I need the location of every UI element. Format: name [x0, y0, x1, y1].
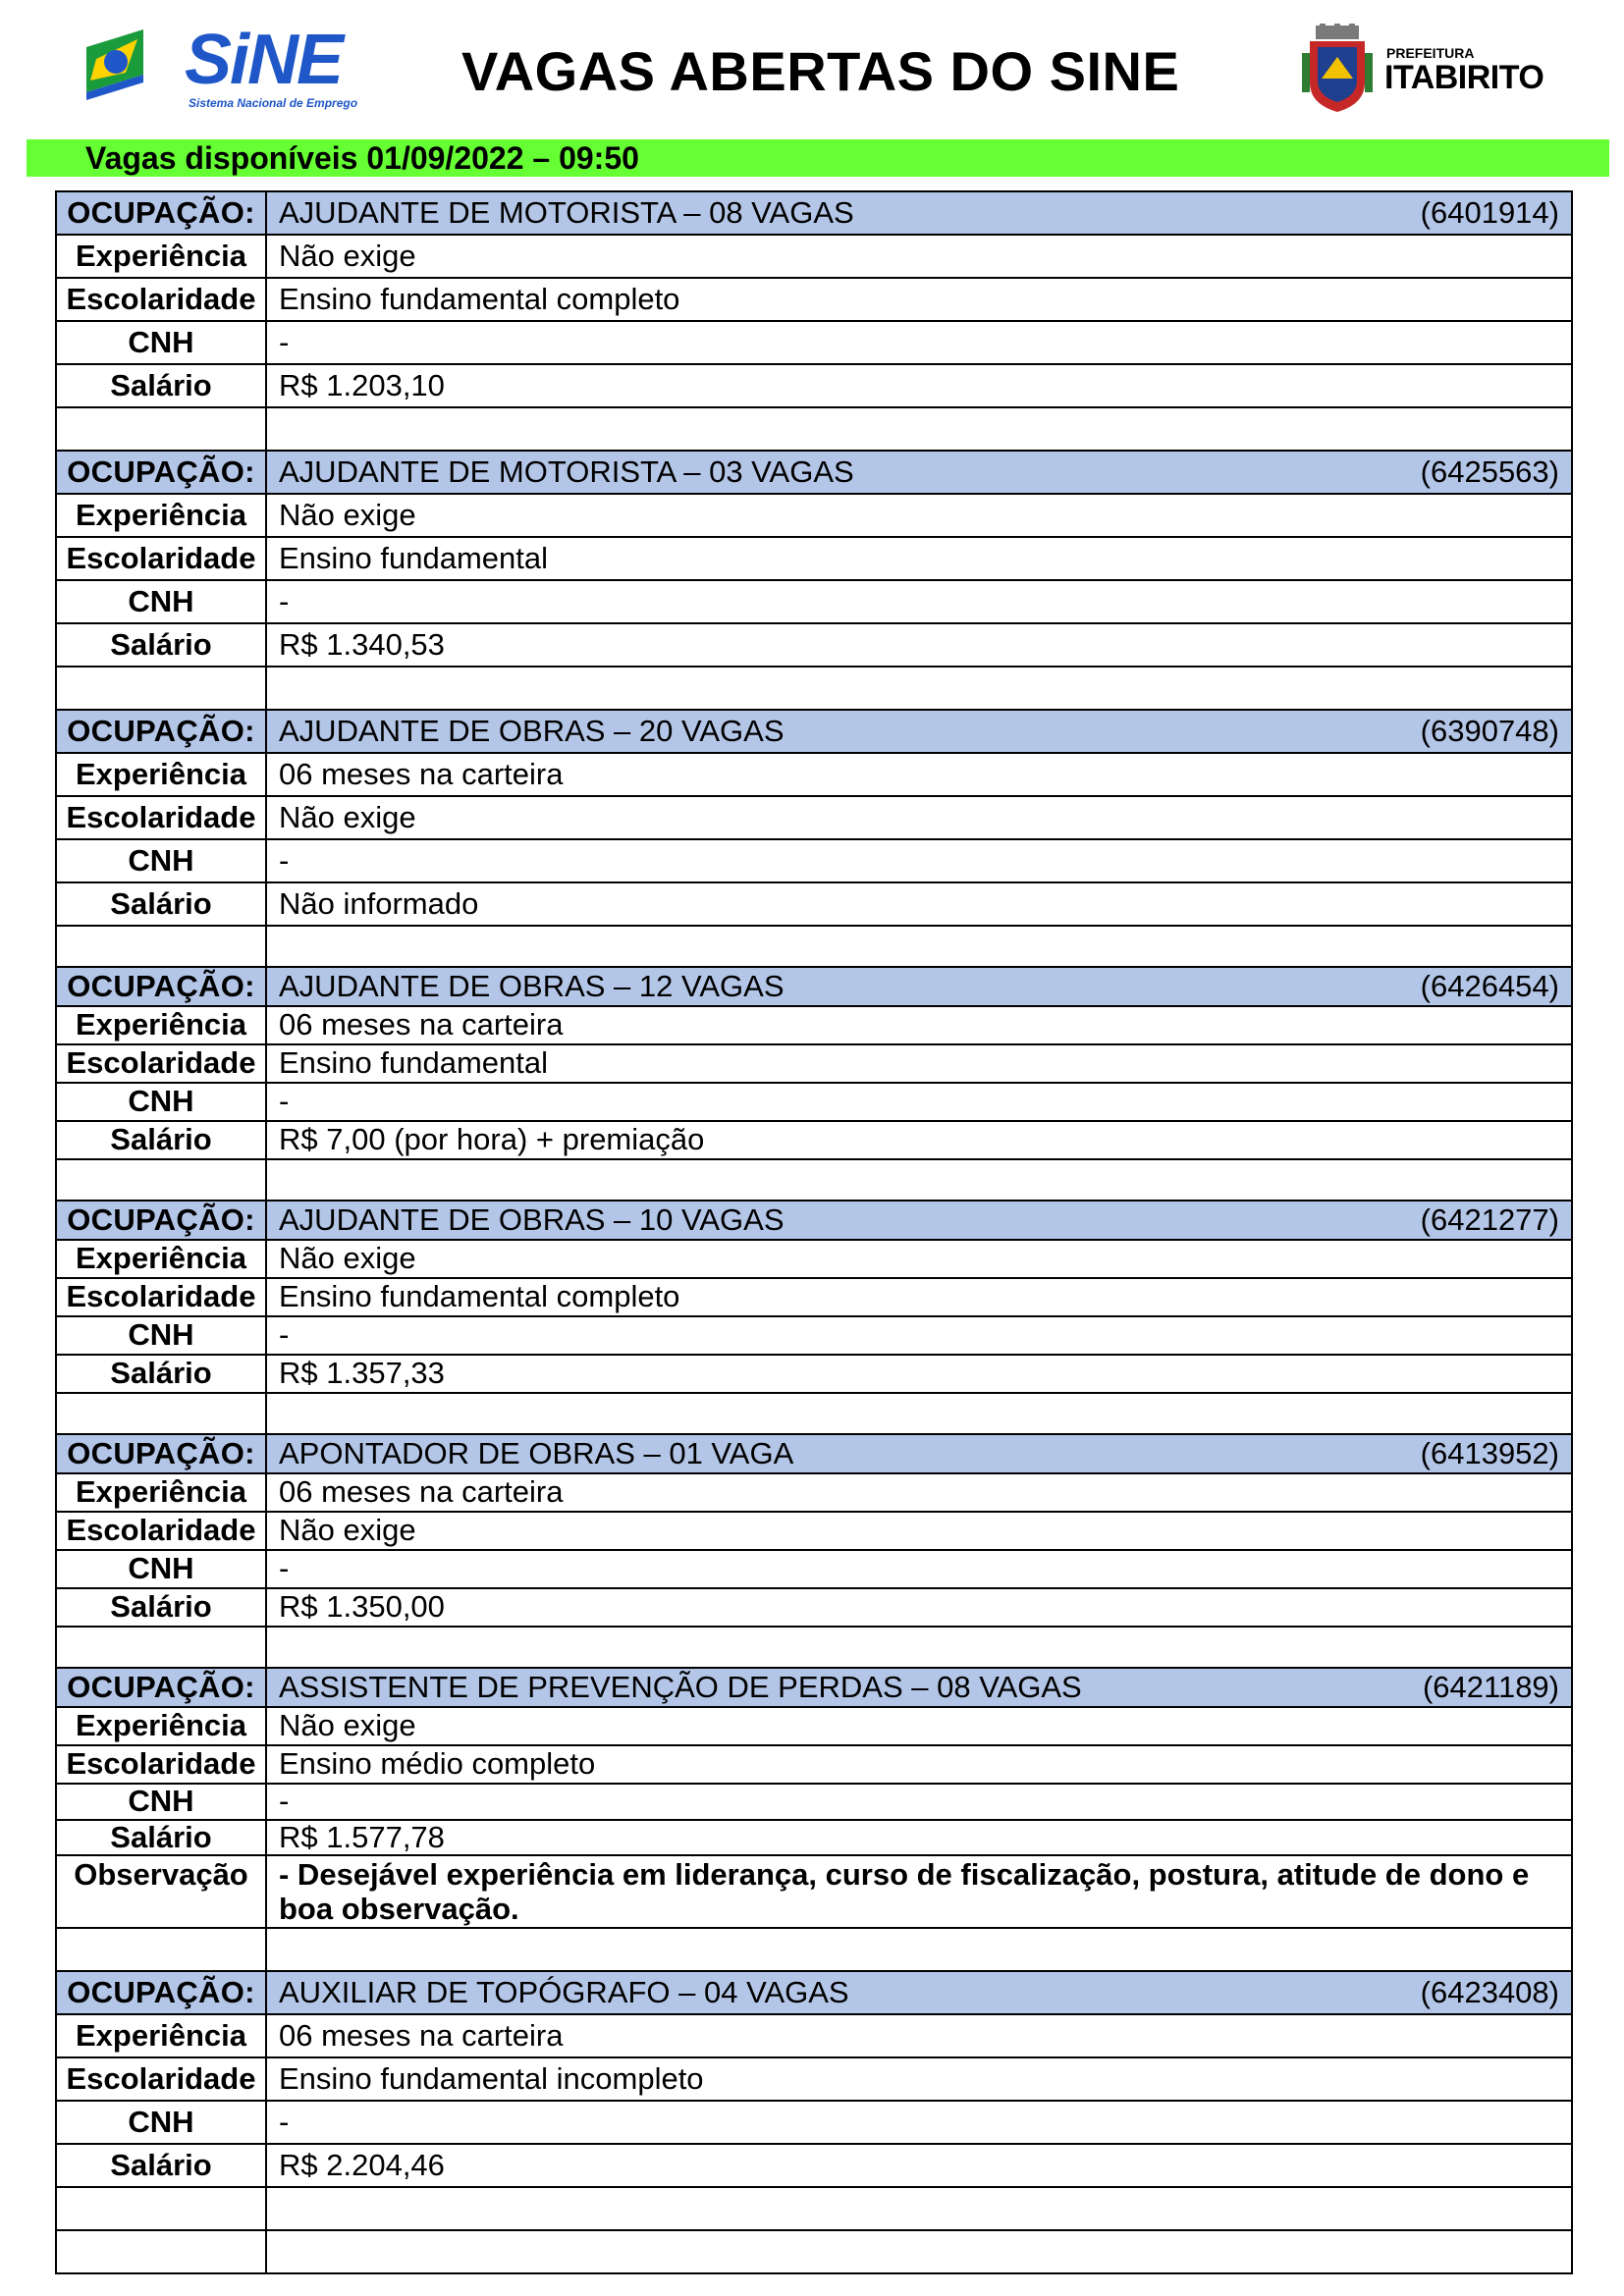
occupation-title: AJUDANTE DE OBRAS – 10 VAGAS: [279, 1201, 785, 1237]
experience-row: [56, 1006, 1572, 1044]
experience-label: Experiência: [56, 2014, 266, 2057]
cnh-row: [56, 839, 1572, 882]
sine-logo-subtitle: Sistema Nacional de Emprego: [189, 96, 358, 110]
observation-row: [56, 1855, 1572, 1927]
observation-label: Observação: [56, 1855, 266, 1927]
occupation-label: OCUPAÇÃO:: [56, 967, 266, 1006]
experience-value: 06 meses na carteira: [266, 1006, 1572, 1044]
occupation-label: OCUPAÇÃO:: [56, 191, 266, 235]
salary-label: Salário: [56, 623, 266, 667]
spacer-row: [56, 1159, 1572, 1201]
education-value: Ensino fundamental: [266, 537, 1572, 580]
cnh-row: [56, 1083, 1572, 1121]
experience-value: 06 meses na carteira: [266, 2014, 1572, 2057]
experience-row: [56, 1707, 1572, 1745]
education-row: [56, 278, 1572, 321]
occupation-label: OCUPAÇÃO:: [56, 451, 266, 494]
education-row: [56, 1512, 1572, 1550]
occupation-title: AJUDANTE DE OBRAS – 12 VAGAS: [279, 968, 785, 1003]
city-coat-of-arms-icon: [1298, 24, 1377, 114]
salary-label: Salário: [56, 364, 266, 407]
experience-value: 06 meses na carteira: [266, 753, 1572, 796]
occupation-cell: [266, 967, 1572, 1006]
experience-label: Experiência: [56, 494, 266, 537]
occupation-cell: [266, 451, 1572, 494]
occupation-code: (6425563): [1420, 454, 1559, 489]
education-row: [56, 796, 1572, 839]
experience-value: 06 meses na carteira: [266, 1473, 1572, 1512]
occupation-row: [56, 1201, 1572, 1240]
date-bar: [27, 139, 1609, 177]
cnh-value: -: [266, 1550, 1572, 1588]
salary-row: [56, 2144, 1572, 2187]
occupation-cell: [266, 1668, 1572, 1707]
page-header: [0, 0, 1624, 137]
observation-value: - Desejável experiência em liderança, curso de fiscalização, postura, atitude de dono e boa observação.: [266, 1855, 1572, 1927]
occupation-title: APONTADOR DE OBRAS – 01 VAGA: [279, 1435, 794, 1470]
salary-label: Salário: [56, 1121, 266, 1159]
education-label: Escolaridade: [56, 1044, 266, 1083]
education-row: [56, 1278, 1572, 1316]
cnh-value: -: [266, 321, 1572, 364]
occupation-code: (6426454): [1420, 968, 1559, 1003]
experience-value: Não exige: [266, 1240, 1572, 1278]
education-value: Ensino fundamental incompleto: [266, 2057, 1572, 2101]
occupation-row: [56, 191, 1572, 235]
education-row: [56, 537, 1572, 580]
occupation-row: [56, 1668, 1572, 1707]
occupation-code: (6421277): [1420, 1201, 1559, 1237]
experience-row: [56, 2014, 1572, 2057]
sine-flag-icon: [86, 29, 175, 108]
salary-label: Salário: [56, 1355, 266, 1393]
education-label: Escolaridade: [56, 2057, 266, 2101]
education-value: Não exige: [266, 796, 1572, 839]
cnh-value: -: [266, 580, 1572, 623]
occupation-row: [56, 451, 1572, 494]
education-value: Ensino médio completo: [266, 1745, 1572, 1784]
experience-row: [56, 1473, 1572, 1512]
occupation-cell: [266, 710, 1572, 753]
experience-value: Não exige: [266, 1707, 1572, 1745]
sine-logo: [86, 21, 361, 114]
experience-label: Experiência: [56, 1240, 266, 1278]
spacer-row: [56, 667, 1572, 710]
spacer-row: [56, 407, 1572, 451]
education-label: Escolaridade: [56, 1512, 266, 1550]
salary-label: Salário: [56, 1820, 266, 1856]
experience-row: [56, 753, 1572, 796]
education-row: [56, 1044, 1572, 1083]
occupation-row: [56, 1434, 1572, 1473]
salary-row: [56, 882, 1572, 926]
education-label: Escolaridade: [56, 796, 266, 839]
salary-label: Salário: [56, 2144, 266, 2187]
salary-row: [56, 1588, 1572, 1627]
salary-label: Salário: [56, 882, 266, 926]
salary-row: [56, 1121, 1572, 1159]
cnh-label: CNH: [56, 321, 266, 364]
occupation-row: [56, 967, 1572, 1006]
occupation-code: (6423408): [1420, 1974, 1559, 2009]
salary-label: Salário: [56, 1588, 266, 1627]
education-value: Não exige: [266, 1512, 1572, 1550]
cnh-row: [56, 1316, 1572, 1355]
experience-value: Não exige: [266, 235, 1572, 278]
cnh-label: CNH: [56, 1316, 266, 1355]
cnh-label: CNH: [56, 839, 266, 882]
cnh-row: [56, 1550, 1572, 1588]
occupation-row: [56, 710, 1572, 753]
salary-row: [56, 623, 1572, 667]
occupation-cell: [266, 1201, 1572, 1240]
job-listings-table: [55, 190, 1573, 2274]
occupation-label: OCUPAÇÃO:: [56, 710, 266, 753]
occupation-label: OCUPAÇÃO:: [56, 1201, 266, 1240]
education-label: Escolaridade: [56, 1278, 266, 1316]
experience-label: Experiência: [56, 235, 266, 278]
spacer-row: [56, 1928, 1572, 1971]
experience-label: Experiência: [56, 1006, 266, 1044]
spacer-row: [56, 1627, 1572, 1668]
prefeitura-label: PREFEITURA: [1386, 45, 1475, 61]
experience-label: Experiência: [56, 753, 266, 796]
experience-row: [56, 235, 1572, 278]
salary-row: [56, 364, 1572, 407]
occupation-title: ASSISTENTE DE PREVENÇÃO DE PERDAS – 08 VAGAS: [279, 1669, 1082, 1704]
salary-value: R$ 1.203,10: [266, 364, 1572, 407]
cnh-label: CNH: [56, 2101, 266, 2144]
education-value: Ensino fundamental completo: [266, 278, 1572, 321]
experience-row: [56, 1240, 1572, 1278]
occupation-label: OCUPAÇÃO:: [56, 1971, 266, 2014]
occupation-code: (6413952): [1420, 1435, 1559, 1470]
occupation-cell: [266, 1434, 1572, 1473]
cnh-value: -: [266, 2101, 1572, 2144]
occupation-code: (6401914): [1420, 194, 1559, 230]
spacer-row: [56, 2187, 1572, 2230]
occupation-label: OCUPAÇÃO:: [56, 1434, 266, 1473]
experience-label: Experiência: [56, 1707, 266, 1745]
education-row: [56, 1745, 1572, 1784]
salary-value: Não informado: [266, 882, 1572, 926]
occupation-code: (6421189): [1422, 1669, 1559, 1704]
cnh-label: CNH: [56, 1083, 266, 1121]
occupation-label: OCUPAÇÃO:: [56, 1668, 266, 1707]
education-label: Escolaridade: [56, 1745, 266, 1784]
cnh-row: [56, 321, 1572, 364]
cnh-row: [56, 1784, 1572, 1820]
cnh-label: CNH: [56, 580, 266, 623]
education-label: Escolaridade: [56, 537, 266, 580]
cnh-value: -: [266, 1083, 1572, 1121]
occupation-row: [56, 1971, 1572, 2014]
occupation-title: AUXILIAR DE TOPÓGRAFO – 04 VAGAS: [279, 1974, 849, 2009]
salary-value: R$ 7,00 (por hora) + premiação: [266, 1121, 1572, 1159]
education-label: Escolaridade: [56, 278, 266, 321]
cnh-row: [56, 2101, 1572, 2144]
salary-value: R$ 1.357,33: [266, 1355, 1572, 1393]
cnh-label: CNH: [56, 1550, 266, 1588]
occupation-code: (6390748): [1420, 713, 1559, 748]
cnh-value: -: [266, 1784, 1572, 1820]
prefeitura-logo: [1298, 24, 1544, 118]
cnh-row: [56, 580, 1572, 623]
salary-value: R$ 1.350,00: [266, 1588, 1572, 1627]
cnh-label: CNH: [56, 1784, 266, 1820]
experience-label: Experiência: [56, 1473, 266, 1512]
occupation-title: AJUDANTE DE MOTORISTA – 03 VAGAS: [279, 454, 854, 489]
education-value: Ensino fundamental completo: [266, 1278, 1572, 1316]
date-bar-text: Vagas disponíveis 01/09/2022 – 09:50: [85, 140, 639, 176]
spacer-row: [56, 926, 1572, 967]
salary-value: R$ 2.204,46: [266, 2144, 1572, 2187]
cnh-value: -: [266, 1316, 1572, 1355]
occupation-cell: [266, 191, 1572, 235]
cnh-value: -: [266, 839, 1572, 882]
occupation-title: AJUDANTE DE OBRAS – 20 VAGAS: [279, 713, 785, 748]
spacer-row: [56, 2230, 1572, 2273]
salary-value: R$ 1.577,78: [266, 1820, 1572, 1856]
sine-logo-text: SiNE: [185, 21, 343, 99]
salary-row: [56, 1820, 1572, 1856]
prefeitura-city: ITABIRITO: [1384, 59, 1544, 96]
occupation-title: AJUDANTE DE MOTORISTA – 08 VAGAS: [279, 194, 854, 230]
education-value: Ensino fundamental: [266, 1044, 1572, 1083]
education-row: [56, 2057, 1572, 2101]
experience-row: [56, 494, 1572, 537]
salary-row: [56, 1355, 1572, 1393]
experience-value: Não exige: [266, 494, 1572, 537]
occupation-cell: [266, 1971, 1572, 2014]
spacer-row: [56, 1393, 1572, 1434]
salary-value: R$ 1.340,53: [266, 623, 1572, 667]
page-title: VAGAS ABERTAS DO SINE: [461, 40, 1180, 102]
